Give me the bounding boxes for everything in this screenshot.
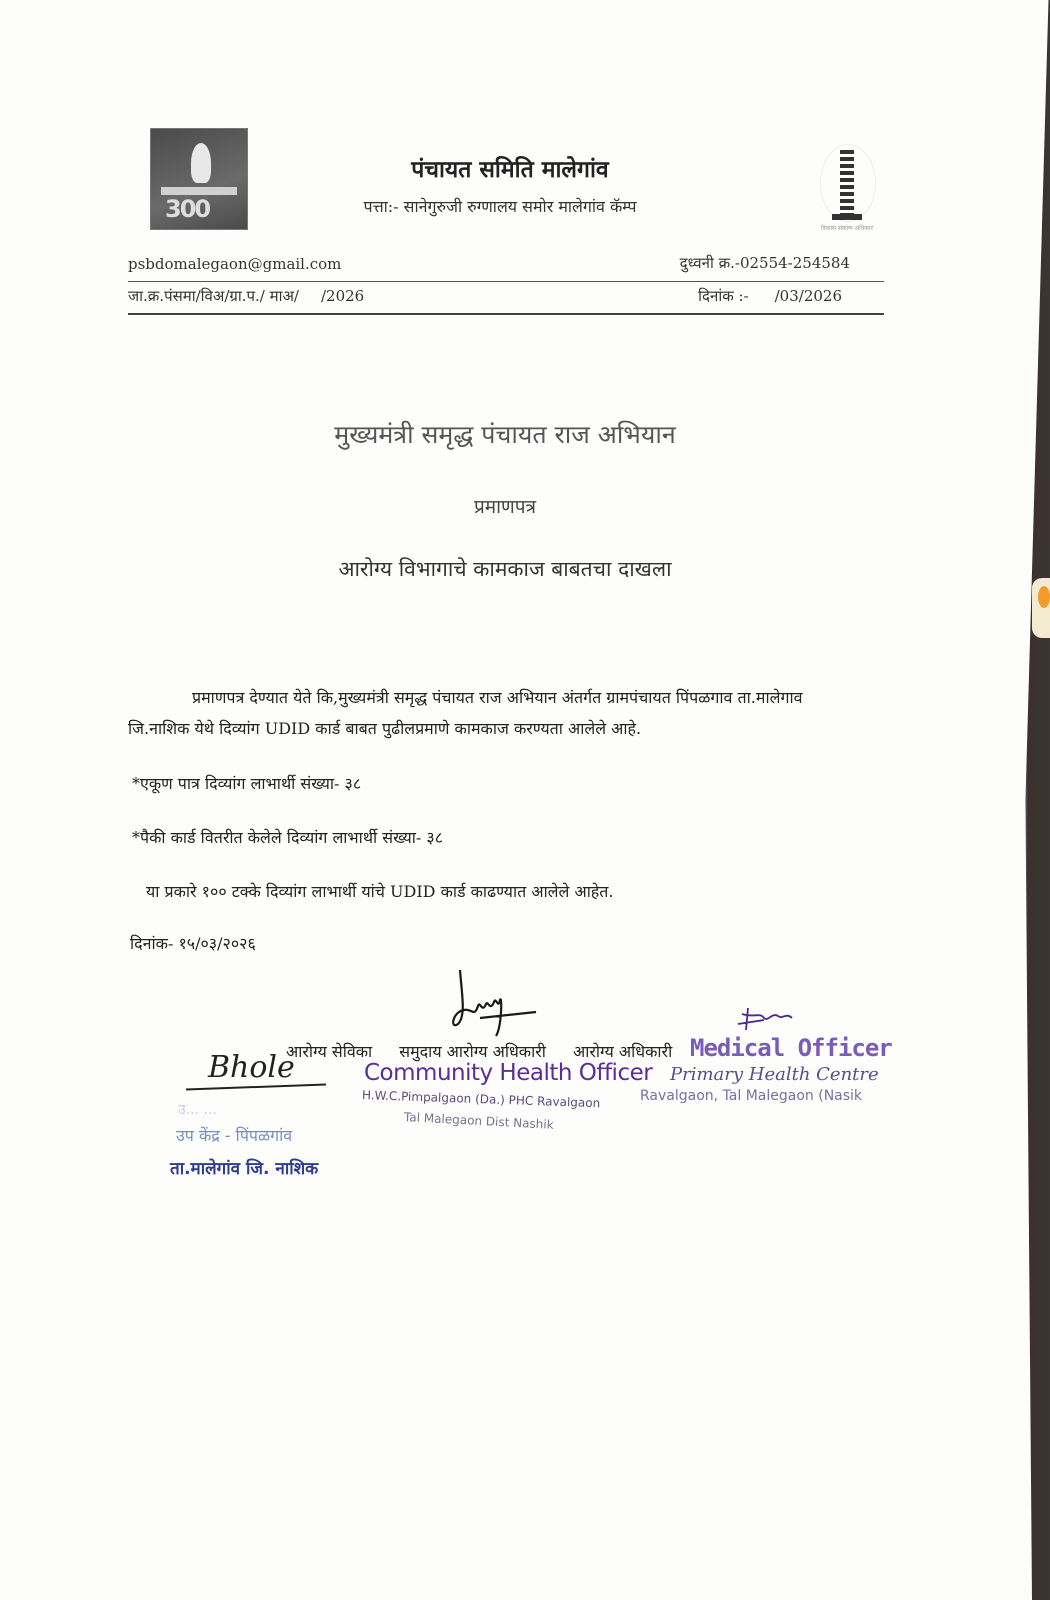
medical-officer-signature (734, 1004, 804, 1034)
summary-statement: या प्रकारे १०० टक्के दिव्यांग लाभार्थी यांचे UDID कार्ड काढण्यात आलेले आहेत. (146, 882, 614, 901)
health-worker-signature: Bhole (208, 1050, 295, 1085)
header-date-value: /03/2026 (774, 287, 842, 305)
emblem-caption: विकास संकल्प अधिकार (820, 225, 873, 232)
community-health-officer-signature (448, 966, 548, 1046)
subcentre-stamp-line1: उप केंद्र - पिंपळगांव (176, 1126, 293, 1145)
cards-distributed-count: *पैकी कार्ड वितरीत केलेले दिव्यांग लाभार्थी संख्या- ३८ (132, 828, 444, 847)
background-object (1032, 578, 1050, 638)
logo-band (161, 187, 237, 195)
certificate-date: दिनांक- १५/०३/२०२६ (130, 934, 256, 953)
reference-label: जा.क्र.पंसमा/विअ/ग्रा.प./ माअ/ (128, 287, 299, 305)
phone-number: दुध्वनी क्र.-02554-254584 (679, 254, 850, 272)
logo-number: 300 (165, 195, 210, 223)
signatory-label-community-health-officer: समुदाय आरोग्य अधिकारी (399, 1042, 546, 1061)
subcentre-stamp-line0: उ... ... (178, 1102, 217, 1118)
certificate-subject: आरोग्य विभागाचे कामकाज बाबतचा दाखला (338, 557, 672, 581)
header-divider-bottom (128, 313, 884, 315)
reference-year: /2026 (320, 287, 365, 305)
header-date-label: दिनांक :- (698, 287, 749, 305)
email-address: psbdomalegaon@gmail.com (128, 255, 342, 273)
photo-background-edge (1020, 0, 1050, 1600)
signatory-label-health-worker: आरोग्य सेविका (286, 1042, 373, 1061)
chc-stamp-title: Community Health Officer (364, 1060, 653, 1086)
mo-stamp-title: Medical Officer (690, 1034, 892, 1062)
signatory-labels (286, 1040, 694, 1062)
chc-stamp-line1: H.W.C.Pimpalgaon (Da.) PHC Ravalgaon (361, 1088, 601, 1111)
certificate-paragraph: प्रमाणपत्र देण्यात येते कि,मुख्यमंत्री समृद्ध पंचायत राज अभियान अंतर्गत ग्रामपंचायत पिंपळगाव ता.मालेगाव जि.नाशिक येथे दिव्यांग UDID कार्ड बाबत पुढीलप्रमाणे कामकाज करण्यता आलेले आहे. (128, 688, 803, 738)
organization-address: पत्ता:- सानेगुरुजी रुग्णालय समोर मालेगांव कॅम्प (363, 197, 637, 216)
header-divider-top (128, 281, 884, 282)
chc-stamp-line2: Tal Malegaon Dist Nashik (403, 1110, 554, 1132)
organization-name: पंचायत समिति मालेगांव (411, 156, 609, 183)
document-type: प्रमाणपत्र (473, 496, 537, 518)
reference-number (128, 286, 364, 306)
subcentre-stamp-line2: ता.मालेगांव जि. नाशिक (170, 1159, 319, 1179)
signatory-label-health-officer: आरोग्य अधिकारी (573, 1042, 673, 1061)
campaign-title: मुख्यमंत्री समृद्ध पंचायत राज अभियान (334, 420, 676, 449)
mo-stamp-line1: Primary Health Centre (670, 1064, 879, 1085)
header-date (698, 286, 842, 306)
mo-stamp-line2: Ravalgaon, Tal Malegaon (Nasik (640, 1088, 863, 1104)
eligible-beneficiaries-count: *एकूण पात्र दिव्यांग लाभार्थी संख्या- ३८ (132, 774, 362, 793)
